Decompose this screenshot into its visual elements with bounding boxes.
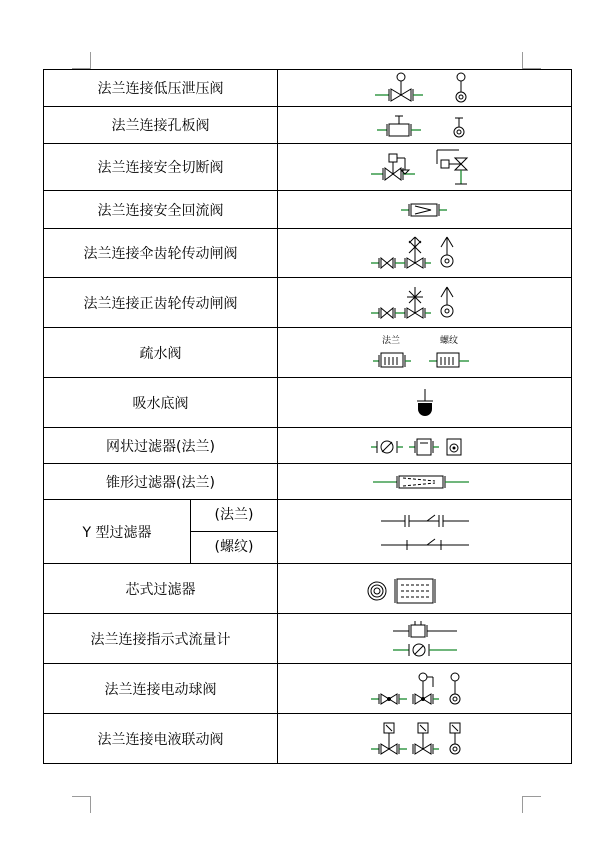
valve-symbol-table	[43, 69, 572, 764]
cone-filter-icon	[365, 467, 485, 497]
steam-trap-icon	[365, 331, 485, 375]
row-name: 法兰连接指示式流量计	[44, 614, 278, 664]
row-name: 法兰连接安全回流阀	[44, 191, 278, 229]
crop-mark-bottom-right	[522, 796, 541, 813]
bevel-gear-gate-valve-icon	[365, 231, 485, 275]
table-row	[44, 229, 572, 278]
row-name: 法兰连接孔板阀	[44, 107, 278, 144]
row-sub-flange: (法兰)	[191, 500, 278, 532]
crop-mark-top-right	[522, 52, 541, 69]
foot-valve-icon	[365, 381, 485, 425]
spur-gear-gate-valve-icon	[365, 281, 485, 325]
orifice-plate-valve-icon	[365, 108, 485, 142]
table-row	[44, 564, 572, 614]
table-row	[44, 464, 572, 500]
crop-mark-top-left	[72, 52, 91, 69]
electro-hydraulic-valve-icon	[365, 717, 485, 761]
row-name: 疏水阀	[44, 328, 278, 378]
cartridge-filter-icon	[365, 567, 485, 611]
table-row	[44, 428, 572, 464]
row-name: 芯式过滤器	[44, 564, 278, 614]
row-name: 法兰连接安全切断阀	[44, 144, 278, 191]
steam-trap-label-flange: 法兰	[381, 335, 400, 346]
row-name: 网状过滤器(法兰)	[44, 428, 278, 464]
crop-mark-bottom-left	[72, 796, 91, 813]
safety-shutoff-valve-icon	[365, 146, 485, 188]
row-name: 吸水底阀	[44, 378, 278, 428]
table-row	[44, 144, 572, 191]
table-row	[44, 500, 572, 532]
indicating-flowmeter-icon	[365, 617, 485, 661]
table-row	[44, 664, 572, 714]
table-row	[44, 70, 572, 107]
row-name: 法兰连接伞齿轮传动闸阀	[44, 229, 278, 278]
y-strainer-icon	[365, 503, 485, 561]
table-row	[44, 714, 572, 764]
steam-trap-label-thread: 螺纹	[439, 335, 458, 346]
row-sub-thread: (螺纹)	[191, 532, 278, 564]
electric-ball-valve-icon	[365, 667, 485, 711]
mesh-filter-icon	[365, 431, 485, 461]
row-name: 锥形过滤器(法兰)	[44, 464, 278, 500]
row-name: 法兰连接低压泄压阀	[44, 70, 278, 107]
low-pressure-relief-valve-icon	[365, 71, 485, 105]
table-row	[44, 614, 572, 664]
table-row	[44, 278, 572, 328]
table-row	[44, 107, 572, 144]
row-name: 法兰连接正齿轮传动闸阀	[44, 278, 278, 328]
safety-return-valve-icon	[365, 193, 485, 227]
row-name: 法兰连接电液联动阀	[44, 714, 278, 764]
row-name: Y 型过滤器	[44, 500, 191, 564]
table-row	[44, 191, 572, 229]
table-row	[44, 378, 572, 428]
table-row	[44, 328, 572, 378]
row-name: 法兰连接电动球阀	[44, 664, 278, 714]
